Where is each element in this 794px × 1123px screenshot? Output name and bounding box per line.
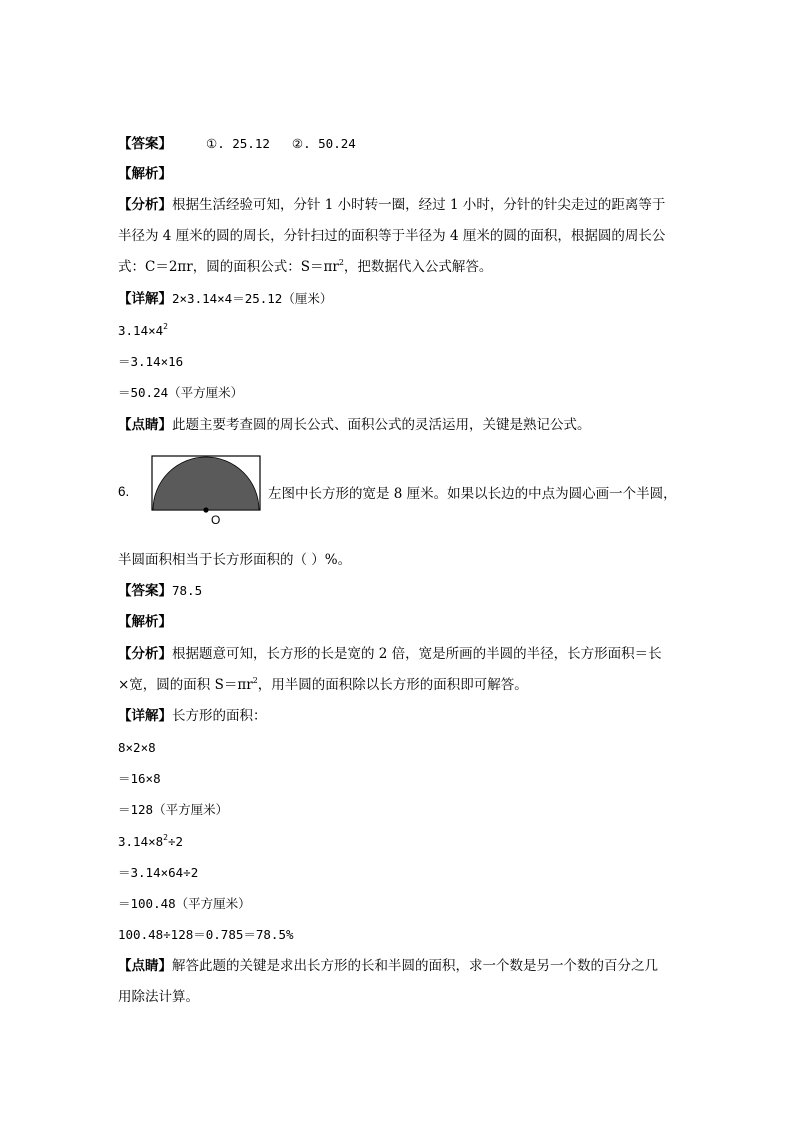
analysis-text-2: ×宽，圆的面积 S＝πr — [118, 677, 253, 693]
comment-line-6-2: 用除法计算。 — [118, 989, 199, 1005]
answer-2: ②. 50.24 — [291, 136, 356, 151]
question-text-2: 半圆面积相当于长方形面积的（ ）%。 — [118, 552, 352, 568]
analysis-text-1: 根据生活经验可知，分针 1 小时转一圈，经过 1 小时，分针的针尖走过的距离等于 — [172, 197, 666, 213]
analysis-text-2-end: ，用半圆的面积除以长方形的面积即可解答。 — [257, 677, 528, 693]
detail-expr: 3.14×4 — [118, 323, 164, 338]
analysis-line-5-1 — [118, 196, 665, 214]
detail-line-6-6: ＝3.14×64÷2 — [118, 865, 199, 880]
detail-line-6-4: ＝128（平方厘米） — [118, 802, 229, 817]
analysis-line-6-1 — [118, 645, 662, 663]
detail-line-5-3: ＝3.14×16 — [118, 354, 184, 369]
question-text-1: 左图中长方形的宽是 8 厘米。如果以长边的中点为圆心画一个半圆， — [268, 486, 677, 502]
detail-line-5-4: ＝50.24（平方厘米） — [118, 385, 244, 400]
detail-line-6-3: ＝16×8 — [118, 771, 161, 786]
detail-text-1: 2×3.14×4＝25.12（厘米） — [172, 291, 333, 306]
jiexi-tag-6: 【解析】 — [118, 614, 172, 630]
formula-text: 式：C＝2πr，圆的面积公式：S＝πr — [118, 259, 339, 275]
detail-tag: 【详解】 — [118, 291, 172, 307]
answer-value: 78.5 — [172, 583, 203, 598]
analysis-text-1: 根据题意可知，长方形的长是宽的 2 倍，宽是所画的半圆的半径，长方形面积＝长 — [172, 646, 662, 662]
detail-line-5-1 — [118, 290, 332, 308]
center-point — [203, 507, 208, 512]
analysis-tag: 【分析】 — [118, 197, 172, 213]
answer-line-5 — [118, 135, 356, 153]
detail-line-6-1 — [118, 707, 267, 725]
detail-line-6-8: 100.48÷128＝0.785＝78.5% — [118, 927, 294, 942]
analysis-line-5-2: 半径为 4 厘米的圆的周长，分针扫过的面积等于半径为 4 厘米的圆的面积，根据圆的周长公 — [118, 228, 666, 244]
detail-line-6-5 — [118, 833, 183, 851]
superscript: 2 — [163, 322, 168, 331]
detail-line-6-7: ＝100.48（平方厘米） — [118, 896, 251, 911]
detail-line-6-2: 8×2×8 — [118, 740, 156, 755]
answer-line-6 — [118, 582, 202, 600]
superscript: 2 — [163, 833, 168, 842]
detail-text-1: 长方形的面积： — [172, 708, 267, 724]
rectangle-semicircle-figure — [151, 455, 263, 527]
detail-tag: 【详解】 — [118, 708, 172, 724]
comment-tag: 【点睛】 — [118, 958, 172, 974]
jiexi-tag-5: 【解析】 — [118, 166, 172, 182]
analysis-tag: 【分析】 — [118, 646, 172, 662]
comment-line-6-1 — [118, 957, 658, 975]
answer-1: ①. 25.12 — [206, 136, 270, 151]
comment-text: 此题主要考查圆的周长公式、面积公式的灵活运用，关键是熟记公式。 — [172, 417, 591, 433]
answer-tag: 【答案】 — [118, 136, 172, 152]
superscript: 2 — [338, 258, 344, 267]
comment-tag: 【点睛】 — [118, 417, 172, 433]
detail-line-5-2 — [118, 322, 168, 340]
center-label: O — [211, 513, 221, 527]
comment-line-5 — [118, 416, 591, 434]
analysis-line-6-2 — [118, 676, 528, 694]
question-number: 6. — [118, 484, 130, 499]
analysis-line-5-3 — [118, 258, 492, 276]
detail-expr-end: ÷2 — [167, 834, 184, 849]
formula-text-end: ，把数据代入公式解答。 — [343, 259, 493, 275]
answer-tag: 【答案】 — [118, 583, 172, 599]
detail-expr: 3.14×8 — [118, 834, 164, 849]
superscript: 2 — [252, 676, 258, 685]
comment-text-1: 解答此题的关键是求出长方形的长和半圆的面积，求一个数是另一个数的百分之几 — [172, 958, 658, 974]
